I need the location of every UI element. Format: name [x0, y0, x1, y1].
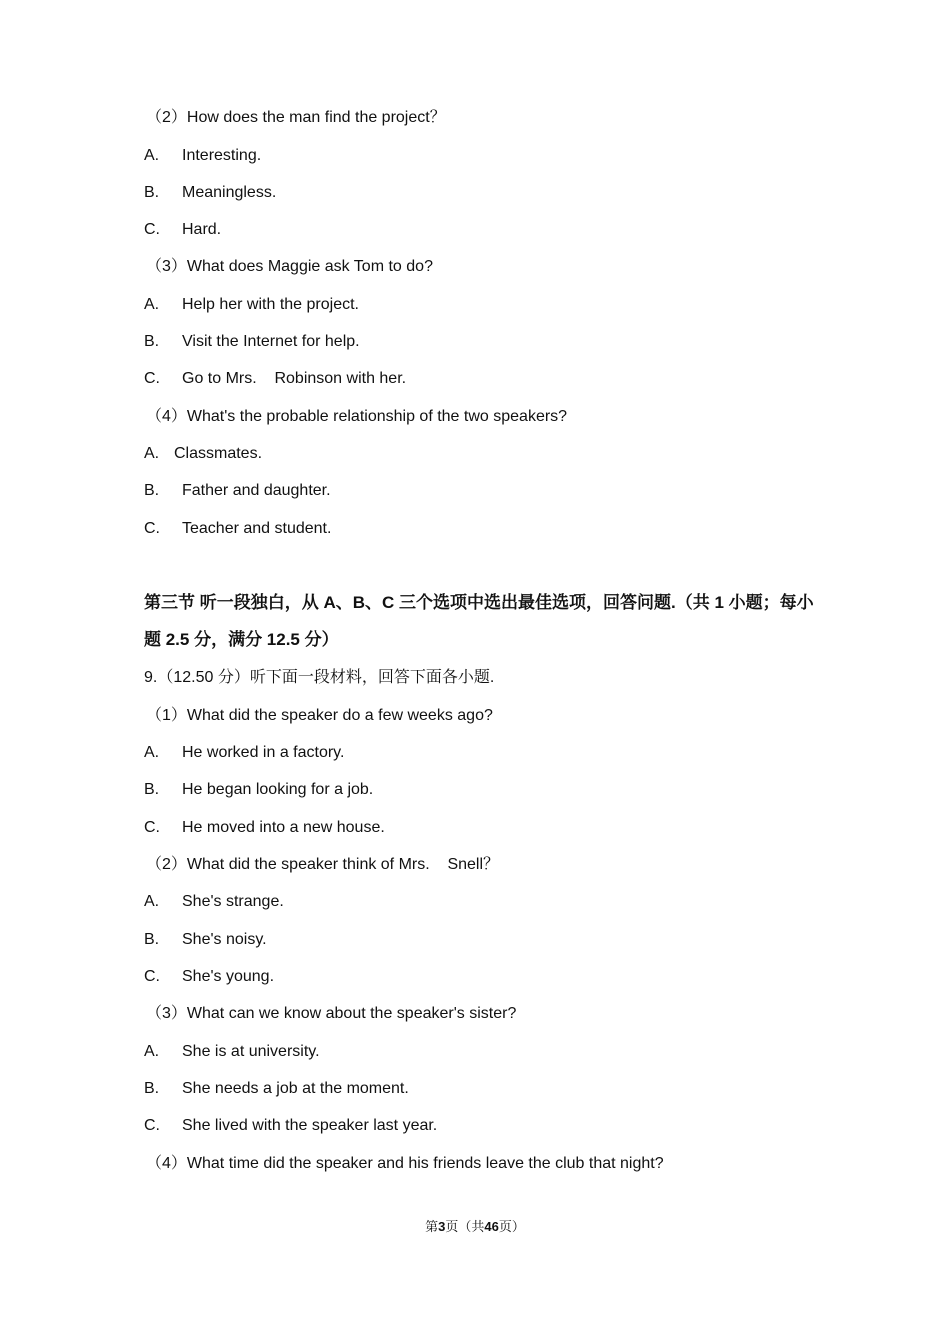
footer-prefix: 第 — [425, 1220, 439, 1235]
option-letter: C. — [144, 819, 160, 836]
option-c — [144, 1116, 437, 1136]
option-c — [144, 967, 274, 987]
option-text: Help her with the project. — [182, 296, 359, 313]
question-9-2: （2）What did the speaker think of Mrs. Snell？ — [146, 856, 500, 873]
question-3: （3）What does Maggie ask Tom to do? — [146, 258, 433, 275]
option-text: He moved into a new house. — [182, 819, 385, 836]
option-letter: C. — [144, 370, 160, 387]
option-b — [144, 780, 373, 800]
option-text: She's young. — [182, 968, 275, 985]
option-text: Go to Mrs. Robinson with her. — [182, 370, 407, 387]
option-letter: B. — [144, 184, 160, 201]
option-a — [144, 444, 262, 464]
option-text: Hard. — [182, 221, 222, 238]
option-a — [144, 743, 344, 763]
option-text: Visit the Internet for help. — [182, 333, 360, 350]
option-c — [144, 519, 331, 539]
option-b — [144, 481, 331, 501]
question-2: （2）How does the man find the project？ — [146, 109, 446, 126]
option-text: Interesting. — [182, 147, 262, 164]
option-letter: B. — [144, 333, 160, 350]
option-a — [144, 295, 359, 315]
option-letter: C. — [144, 1117, 160, 1134]
option-text: She is at university. — [182, 1043, 320, 1060]
option-letter: B. — [144, 482, 160, 499]
option-letter: A. — [144, 744, 160, 761]
option-text: She lived with the speaker last year. — [182, 1117, 438, 1134]
option-letter: B. — [144, 1080, 160, 1097]
option-a — [144, 892, 284, 912]
option-letter: C. — [144, 968, 160, 985]
question-9-stem: 9.（12.50 分）听下面一段材料，回答下面各小题. — [144, 669, 495, 686]
option-c — [144, 220, 221, 240]
option-text: He began looking for a job. — [182, 781, 374, 798]
page-total: 46 — [484, 1219, 499, 1234]
option-b — [144, 1079, 409, 1099]
option-text: Classmates. — [174, 445, 263, 462]
option-text: She needs a job at the moment. — [182, 1080, 409, 1097]
question-9-4: （4）What time did the speaker and his friends leave the club that night? — [146, 1155, 664, 1172]
footer-suffix: 页） — [498, 1220, 525, 1235]
option-letter: B. — [144, 931, 160, 948]
option-letter: B. — [144, 781, 160, 798]
option-a — [144, 1042, 320, 1062]
question-4: （4）What's the probable relationship of the two speakers? — [146, 408, 568, 425]
option-text: Teacher and student. — [182, 520, 332, 537]
option-letter: A. — [144, 296, 160, 313]
section-heading: 第三节 听一段独白，从 A、B、C 三个选项中选出最佳选项，回答问题.（共 1 小题；每小题 2.5 分，满分 12.5 分） — [144, 593, 814, 649]
option-letter: A. — [144, 147, 160, 164]
option-letter: C. — [144, 221, 160, 238]
option-letter: C. — [144, 520, 160, 537]
footer-mid: 页（共 — [445, 1220, 485, 1235]
option-b — [144, 183, 276, 203]
page-number: 3 — [438, 1219, 446, 1234]
option-c — [144, 818, 385, 838]
option-b — [144, 332, 360, 352]
question-9-1: （1）What did the speaker do a few weeks ago? — [146, 707, 493, 724]
option-letter: A. — [144, 893, 160, 910]
page-footer — [0, 1216, 950, 1235]
option-c — [144, 369, 406, 389]
question-9-3: （3）What can we know about the speaker's sister? — [146, 1005, 517, 1022]
option-text: Meaningless. — [182, 184, 277, 201]
option-letter: A. — [144, 1043, 160, 1060]
option-text: He worked in a factory. — [182, 744, 345, 761]
option-text: She's strange. — [182, 893, 284, 910]
option-text: Father and daughter. — [182, 482, 331, 499]
option-b — [144, 930, 267, 950]
option-text: She's noisy. — [182, 931, 267, 948]
option-letter: A. — [144, 445, 160, 462]
option-a — [144, 146, 261, 166]
